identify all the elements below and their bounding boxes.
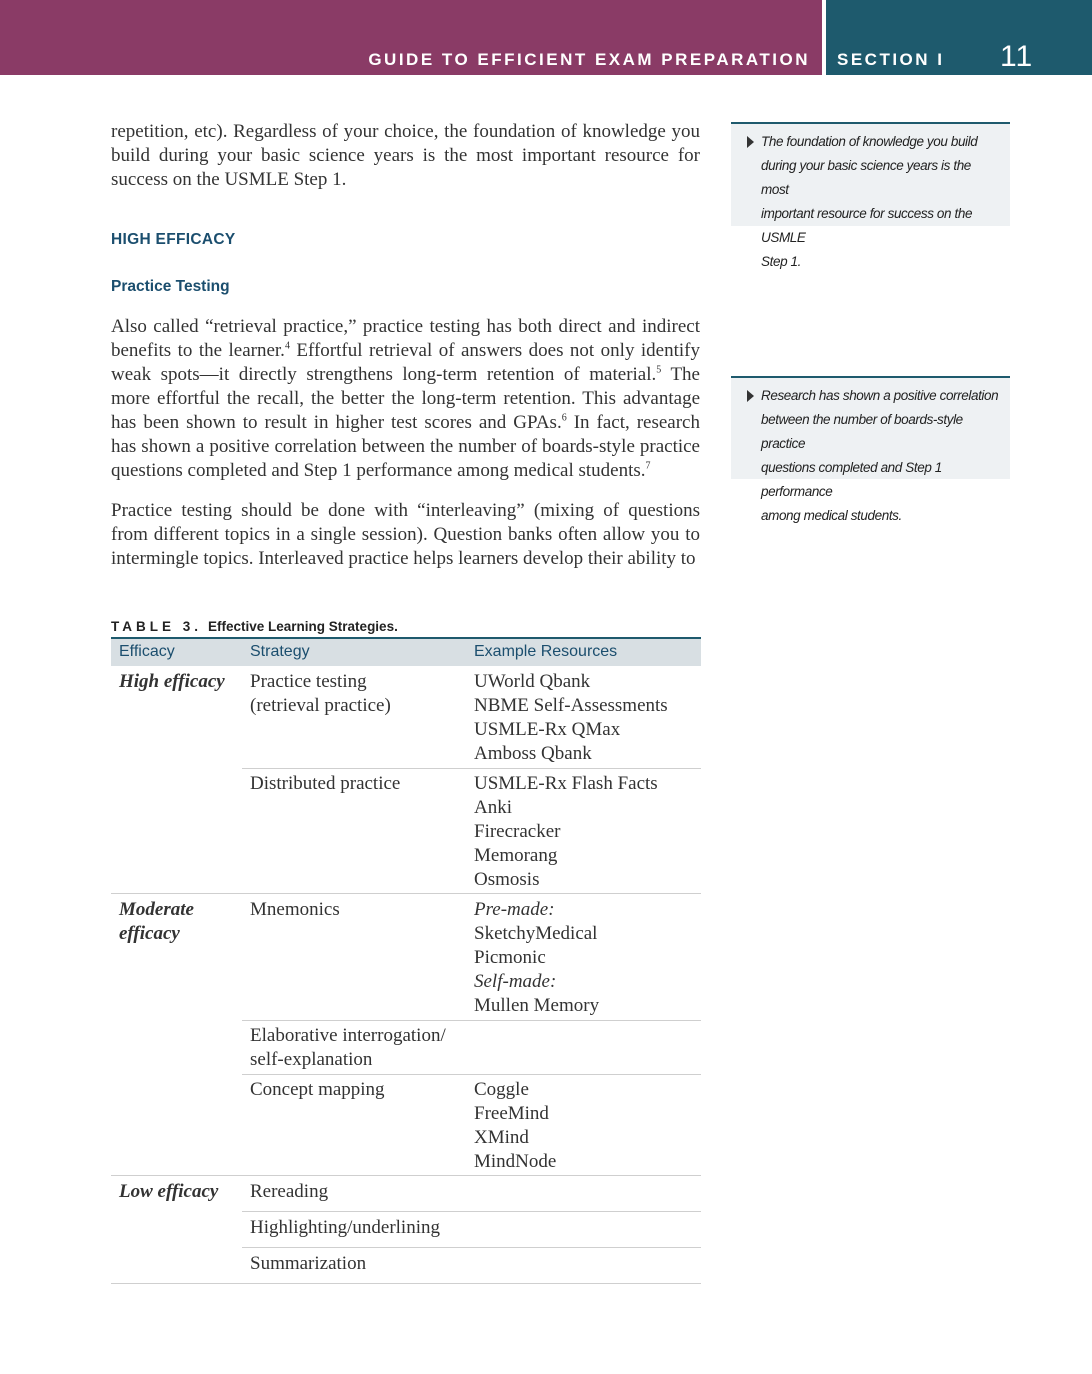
column-header-strategy: Strategy	[250, 643, 310, 660]
group-divider	[111, 893, 701, 894]
paragraph-interleaving: Practice testing should be done with “interleaving” (mixing of questions from different topics in a single session). Question banks often allow you to intermingle topics. Interleaved practice helps learners develop their ability to	[111, 500, 700, 569]
strategy-cell: Practice testing (retrieval practice)	[250, 671, 391, 716]
row-divider	[242, 1020, 701, 1021]
triangle-bullet-icon	[747, 136, 754, 148]
section-heading: HIGH EFFICACY	[111, 231, 236, 248]
strategy-cell: Elaborative interrogation/ self-explanation	[250, 1025, 446, 1070]
row-divider	[242, 1074, 701, 1075]
strategy-cell: Summarization	[250, 1253, 367, 1274]
row-divider	[242, 768, 701, 769]
efficacy-low: Low efficacy	[119, 1181, 219, 1202]
paragraph-intro: repetition, etc). Regardless of your choice, the foundation of knowledge you build during your basic science years is the most important resource for success on the USMLE Step 1.	[111, 121, 700, 190]
column-header-resources: Example Resources	[474, 643, 618, 660]
subsection-heading: Practice Testing	[111, 278, 230, 295]
strategy-cell: Mnemonics	[250, 899, 340, 920]
resources-cell: USMLE-Rx Flash Facts Anki Firecracker Memorang Osmosis	[474, 773, 658, 890]
table-bottom-rule	[111, 1283, 701, 1284]
group-divider	[111, 1175, 701, 1176]
strategy-cell: Concept mapping	[250, 1079, 385, 1100]
row-divider	[242, 1211, 701, 1212]
strategy-cell: Distributed practice	[250, 773, 401, 794]
page-number: 11	[1000, 40, 1034, 73]
efficacy-moderate: Moderate efficacy	[119, 899, 194, 944]
row-divider	[242, 1247, 701, 1248]
resources-cell: Coggle FreeMind XMind MindNode	[474, 1079, 557, 1172]
section-label: SECTION I	[837, 50, 945, 69]
strategy-cell: Highlighting/underlining	[250, 1217, 440, 1238]
running-title: GUIDE TO EFFICIENT EXAM PREPARATION	[368, 50, 810, 69]
sidebar-callout: Research has shown a positive correlation between the number of boards-style practice questions completed and Step 1 performance among medical students.	[731, 376, 1010, 479]
column-header-efficacy: Efficacy	[119, 643, 175, 660]
triangle-bullet-icon	[747, 390, 754, 402]
strategy-cell: Rereading	[250, 1181, 329, 1202]
table-caption: TABLE 3. Effective Learning Strategies.	[111, 619, 398, 634]
resources-cell: UWorld Qbank NBME Self-Assessments USMLE-Rx QMax Amboss Qbank	[474, 671, 668, 764]
paragraph-practice-testing: Also called “retrieval practice,” practice testing has both direct and indirect benefits to the learner.$^4$ Effortful retrieval of answers does not only identify weak spots—it directly strengthens long-term retention of material.$^5$ The more effortful the recall, the better the long-term retention. This advantage has been shown to result in higher test scores and GPAs.$^6$ In fact, research has shown a positive correlation between the number of boards-style practice questions completed and Step 1 performance among medical students.$^7$	[111, 316, 700, 481]
efficacy-high: High efficacy	[119, 671, 225, 692]
resources-cell: Pre-made: SketchyMedical Picmonic Self-made: Mullen Memory	[474, 899, 600, 1016]
sidebar-callout: The foundation of knowledge you build during your basic science years is the most important resource for success on the USMLE Step 1.	[731, 122, 1010, 226]
